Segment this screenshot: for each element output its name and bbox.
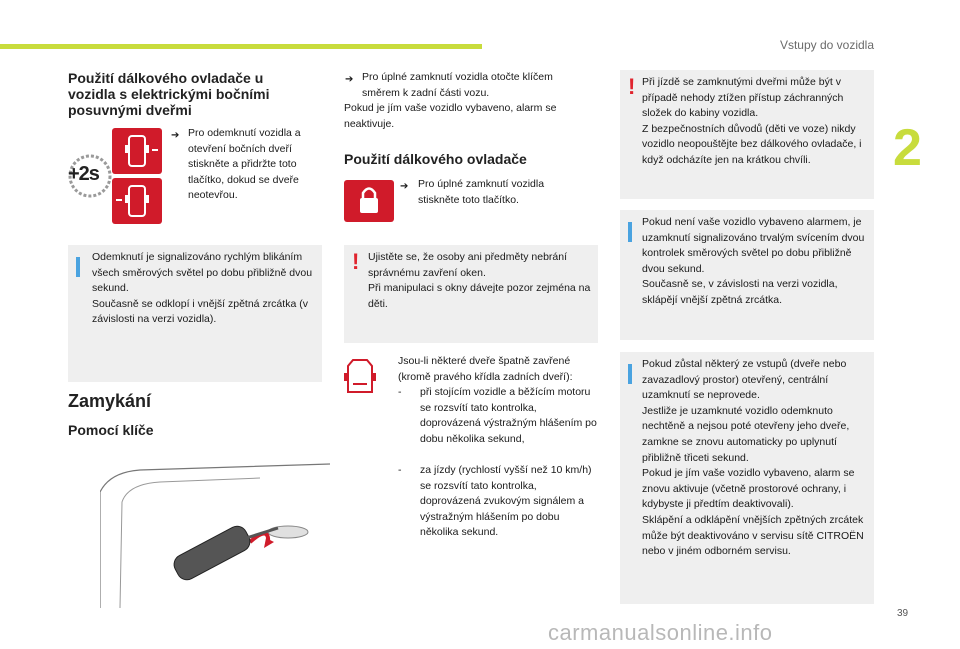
subheading-with-key: Pomocí klíče bbox=[68, 422, 154, 438]
page-number: 39 bbox=[897, 608, 909, 619]
info-icon bbox=[76, 257, 80, 277]
door-warning-intro: Jsou-li některé dveře špatně zavřené (kromě pravého křídla zadních dveří): bbox=[398, 355, 573, 383]
info-unlock-text: Odemknutí je signalizováno rychlým blikáním všech směrových světel po dobu přibližně dvou sekund. Současně se odklopí i vnější zpětná zrcátka (v závislosti na verzi vozidla). bbox=[92, 251, 313, 326]
warning-icon: ! bbox=[352, 249, 360, 274]
warning-locked-text: Při jízdě se zamknutými dveřmi může být v případě nehody ztížen přístup záchranných složek do kabiny vozidla. Z bezpečnostních důvodů (děti ve voze) nikdy vozidlo neopouštějte bez dálkového ovladače, i když odcházíte jen na krátkou chvíli. bbox=[642, 76, 862, 166]
info-box-central-locking bbox=[620, 352, 874, 604]
info-box-unlock bbox=[68, 245, 322, 382]
remote-lock-instruction: Pro úplné zamknutí vozidla stiskněte toto tlačítko. bbox=[418, 178, 545, 206]
header-accent-bar bbox=[0, 44, 482, 49]
section-title: Vstupy do vozidla bbox=[779, 38, 874, 52]
heading-remote-control: Použití dálkového ovladače bbox=[344, 151, 527, 167]
key-lock-instruction: Pro úplné zamknutí vozidla otočte klíčem směrem k zadní části vozu. bbox=[362, 71, 553, 99]
door-open-warning-icon bbox=[344, 356, 376, 396]
warning-icon: ! bbox=[628, 74, 636, 99]
remote-arrow-icon: ➔ bbox=[400, 181, 409, 192]
key-arrow-icon: ➔ bbox=[345, 74, 354, 85]
key-in-door-illustration bbox=[100, 462, 330, 608]
instruction-arrow-icon: ➔ bbox=[171, 130, 180, 141]
chapter-number: 2 bbox=[893, 119, 922, 177]
info-central-locking-text: Pokud zůstal některý ze vstupů (dveře nebo zavazadlový prostor) otevřený, centrální uzamknutí se neprovede. Jestliže je uzamknuté vozidlo odemknuto nechtěně a nejsou poté otevřeny jeho dveře, zamkne se znovu automaticky po uplynutí přibližně třiceti sekund. Pokud je jím vaše vozidlo vybaveno, alarm se znovu aktivuje (včetně prostorové ochrany, i kdybyste ji předtím deaktivovali). Sklápění a odklápění vnějších zpětných zrcátek může být deaktivováno v servisu sítě CITROËN nebo v jiném odborném servisu. bbox=[642, 358, 864, 558]
watermark: carmanualsonline.info bbox=[548, 620, 773, 645]
unlock-sliding-door-button-icon bbox=[112, 128, 162, 174]
list-dash: - bbox=[398, 386, 402, 398]
door-warning-item bbox=[398, 385, 598, 447]
timer-icon bbox=[66, 152, 114, 200]
warning-box-locked-driving bbox=[620, 70, 874, 199]
timer-label: +2s bbox=[68, 163, 99, 185]
info-icon bbox=[628, 364, 632, 384]
alarm-note: Pokud je jím vaše vozidlo vybaveno, alarm se neaktivuje. bbox=[344, 102, 557, 130]
door-warning-item-text: při stojícím vozidle a běžícím motoru se rozsvítí tato kontrolka, doprovázená výstražným hlášením po dobu několika sekund, bbox=[420, 386, 597, 445]
door-warning-item bbox=[398, 463, 598, 541]
info-no-alarm-text: Pokud není vaše vozidlo vybaveno alarmem, je uzamknutí signalizováno trvalým svícením dvou kontrolek směrových světel po dobu přibližně dvou sekund. Současně se, v závislosti na verzi vozidla, sklápějí vnější zpětná zrcátka. bbox=[642, 216, 865, 306]
info-box-no-alarm bbox=[620, 210, 874, 340]
info-icon bbox=[628, 222, 632, 242]
heading-sliding-doors: Použití dálkového ovladače u vozidla s elektrickými bočními posuvnými dveřmi bbox=[68, 70, 270, 118]
warning-windows-text: Ujistěte se, že osoby ani předměty nebrání správnému zavření oken. Při manipulaci s okny dávejte pozor zejména na děti. bbox=[368, 251, 591, 310]
door-warning-item-text: za jízdy (rychlostí vyšší než 10 km/h) se rozsvítí tato kontrolka, doprovázená zvukovým signálem a výstražným hlášením po dobu několika sekund. bbox=[420, 464, 592, 539]
section-heading-locking: Zamykání bbox=[68, 391, 152, 411]
unlock-instruction: Pro odemknutí vozidla a otevření bočních dveří stiskněte a přidržte toto tlačítko, dokud se dveře neotevřou. bbox=[188, 127, 301, 202]
warning-box-windows bbox=[344, 245, 598, 343]
sliding-door-button-icon bbox=[112, 178, 162, 224]
lock-button-icon bbox=[344, 180, 394, 222]
list-dash: - bbox=[398, 464, 402, 476]
